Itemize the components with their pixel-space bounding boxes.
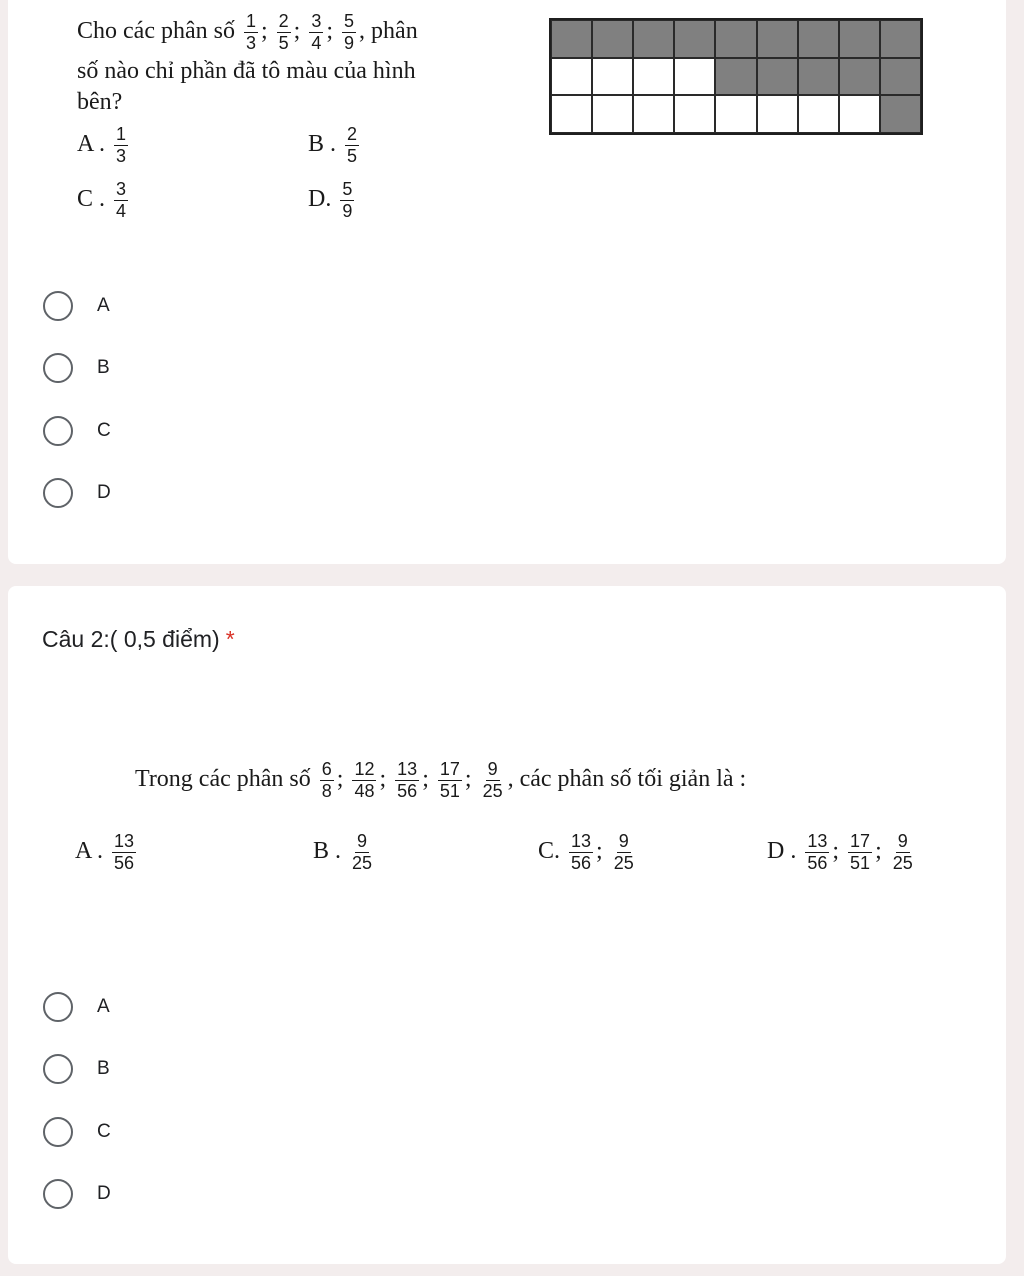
- q1-option-c[interactable]: C: [43, 416, 111, 446]
- q2-option-b[interactable]: B: [43, 1054, 110, 1084]
- grid-cell-empty: [798, 95, 839, 133]
- q2-choice-d: D . $\frac{13}{56}$ ; $\frac{17}{51}$ ; $\frac{9}{25}$: [767, 831, 913, 873]
- radio-circle-icon[interactable]: [43, 353, 73, 383]
- grid-cell-shaded: [592, 20, 633, 58]
- q1-choice-b: B . $\frac{2}{5}$: [308, 124, 358, 166]
- question-1-image: [0, 0, 1024, 240]
- grid-cell-shaded: [715, 58, 756, 96]
- radio-circle-icon[interactable]: [43, 992, 73, 1022]
- required-asterisk: *: [225, 626, 235, 652]
- q2-choice-a: A . $\frac{13}{56}$: [75, 831, 135, 873]
- grid-cell-shaded: [633, 20, 674, 58]
- q1-stem-line2: số nào chỉ phần đã tô màu của hình: [77, 58, 416, 84]
- grid-cell-shaded: [551, 20, 592, 58]
- grid-cell-shaded: [674, 20, 715, 58]
- q2-option-c[interactable]: C: [43, 1117, 111, 1147]
- grid-cell-empty: [551, 58, 592, 96]
- grid-cell-empty: [839, 95, 880, 133]
- radio-circle-icon[interactable]: [43, 478, 73, 508]
- q1-choice-c: C . $\frac{3}{4}$: [77, 179, 127, 221]
- question-2-image: [0, 740, 1024, 900]
- radio-circle-icon[interactable]: [43, 1054, 73, 1084]
- q1-fraction-2: $\frac{2}{5}$: [278, 11, 289, 53]
- q2-stem: Trong các phân số $\frac{6}{8}$ ; $\frac{12}{48}$ ; $\frac{13}{56}$ ; $\frac{17}{51}$ ; $\frac{9}{25}$ , các phân số tối giản là :: [135, 759, 747, 801]
- grid-cell-shaded: [880, 95, 921, 133]
- q2-option-a[interactable]: A: [43, 992, 110, 1022]
- grid-cell-shaded: [798, 58, 839, 96]
- grid-cell-shaded: [757, 20, 798, 58]
- q1-choice-d: D. $\frac{5}{9}$: [308, 179, 353, 221]
- q1-fraction-3: $\frac{3}{4}$: [311, 11, 322, 53]
- grid-cell-empty: [715, 95, 756, 133]
- grid-cell-empty: [592, 95, 633, 133]
- q2-option-d[interactable]: D: [43, 1179, 111, 1209]
- q1-fraction-1: $\frac{1}{3}$: [245, 11, 256, 53]
- q1-option-a[interactable]: A: [43, 291, 110, 321]
- q2-choice-c: C. $\frac{13}{56}$ ; $\frac{9}{25}$: [538, 831, 634, 873]
- shaded-fraction-grid: [549, 18, 923, 135]
- grid-cell-empty: [674, 58, 715, 96]
- grid-cell-empty: [592, 58, 633, 96]
- grid-cell-empty: [757, 95, 798, 133]
- grid-cell-shaded: [715, 20, 756, 58]
- q2-choice-b: B . $\frac{9}{25}$: [313, 831, 373, 873]
- grid-cell-shaded: [798, 20, 839, 58]
- grid-cell-shaded: [839, 58, 880, 96]
- grid-cell-shaded: [880, 20, 921, 58]
- radio-circle-icon[interactable]: [43, 416, 73, 446]
- q1-option-b[interactable]: B: [43, 353, 110, 383]
- radio-circle-icon[interactable]: [43, 291, 73, 321]
- grid-cell-shaded: [757, 58, 798, 96]
- question-2-title: Câu 2:( 0,5 điểm) *: [42, 626, 235, 652]
- grid-cell-empty: [633, 58, 674, 96]
- q1-stem-line1: Cho các phân số $\frac{1}{3}$ ; $\frac{2}{5}$ ; $\frac{3}{4}$ ; $\frac{5}{9}$ , phân: [77, 11, 418, 53]
- radio-circle-icon[interactable]: [43, 1179, 73, 1209]
- grid-cell-empty: [674, 95, 715, 133]
- grid-cell-empty: [551, 95, 592, 133]
- grid-cell-empty: [633, 95, 674, 133]
- q1-choice-a: A . $\frac{1}{3}$: [77, 124, 127, 166]
- q1-fraction-4: $\frac{5}{9}$: [344, 11, 355, 53]
- radio-circle-icon[interactable]: [43, 1117, 73, 1147]
- q1-option-d[interactable]: D: [43, 478, 111, 508]
- question-card-2: [8, 586, 1006, 1264]
- grid-cell-shaded: [839, 20, 880, 58]
- grid-cell-shaded: [880, 58, 921, 96]
- q1-stem-line3: bên?: [77, 89, 123, 115]
